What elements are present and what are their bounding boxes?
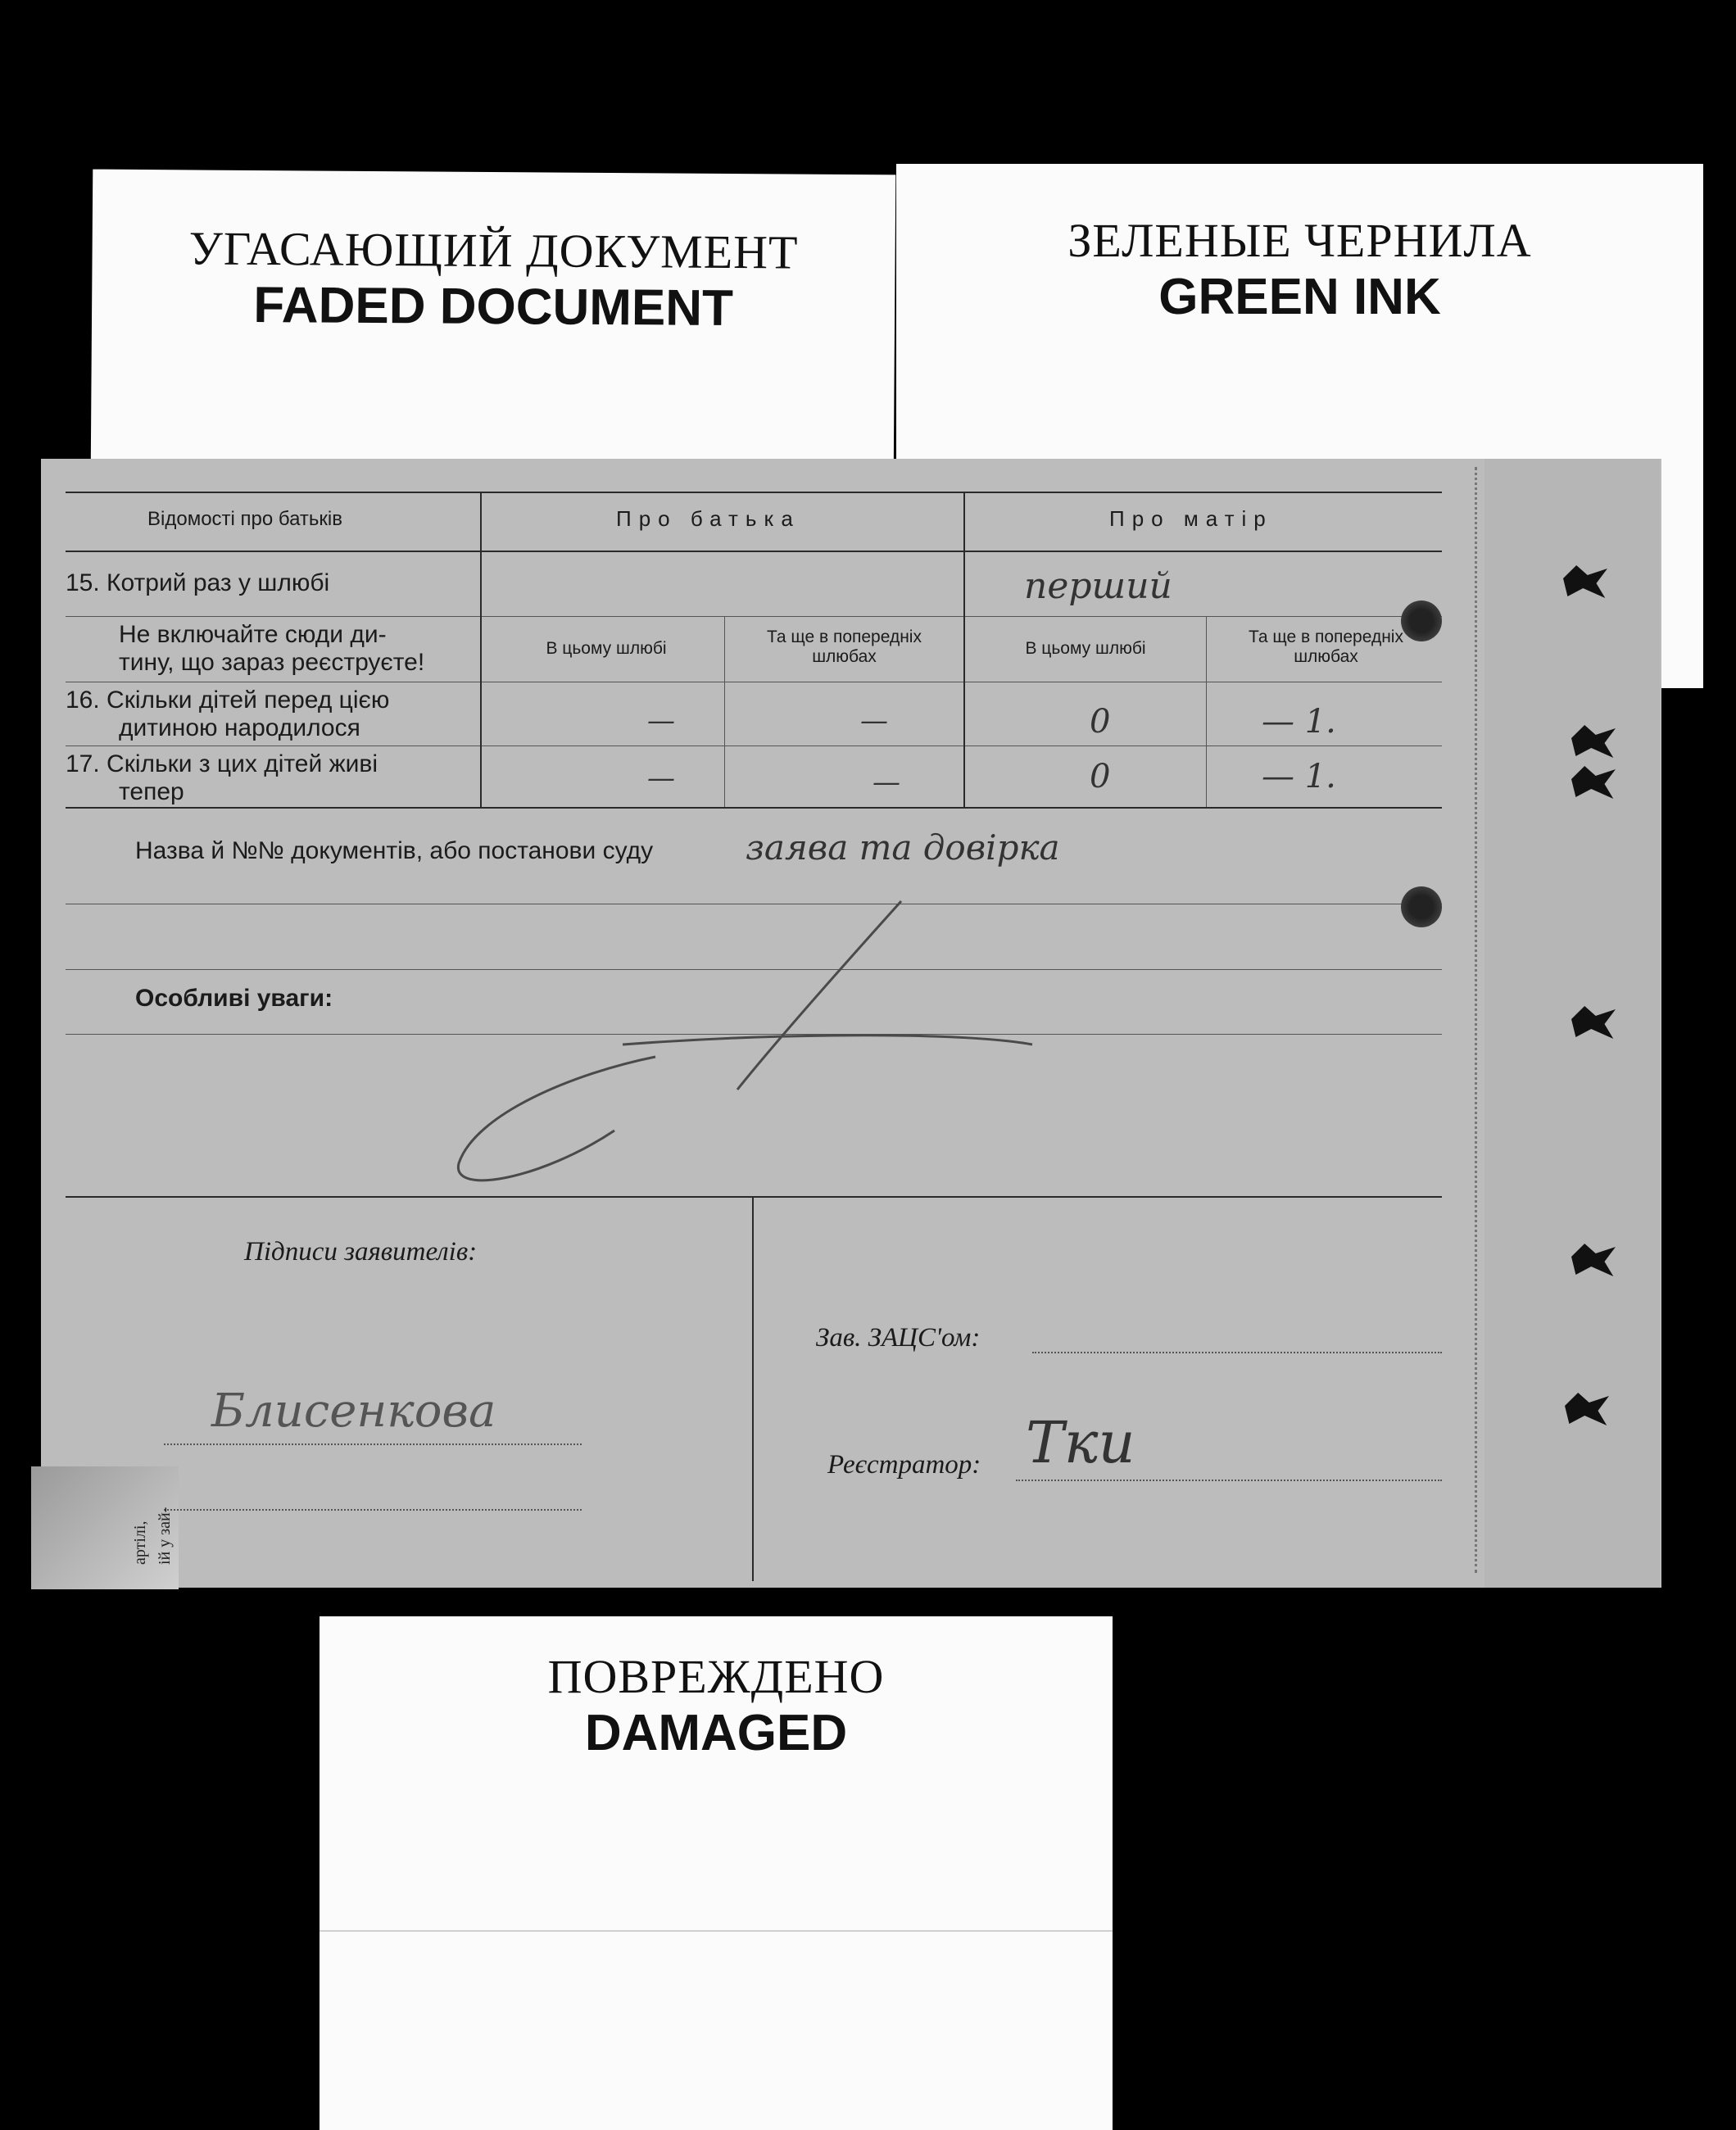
header-parents-info: Відомості про батьків <box>147 508 342 530</box>
documents-label: Назва й №№ документів, або постанови суду <box>135 837 654 864</box>
row16-label-line2: дитиною народилося <box>119 714 360 741</box>
col-divider-2 <box>963 492 965 807</box>
father-prev-header-line2: шлюбах <box>812 647 877 666</box>
row16-label-line1: 16. Скільки дітей перед цією <box>66 687 390 714</box>
damaged-label-en: DAMAGED <box>584 1705 848 1761</box>
row16-father-this: — <box>647 705 675 737</box>
row17-mother-this: 0 <box>1090 758 1111 795</box>
green-ink-label-ru: ЗЕЛЕНЫЕ ЧЕРНИЛА <box>1067 214 1532 267</box>
note-line1: Не включайте сюди ди- <box>119 621 387 648</box>
punch-hole-middle <box>1401 886 1442 927</box>
registrar-label: Реєстратор: <box>827 1450 981 1480</box>
damaged-label-ru: ПОВРЕЖДЕНО <box>547 1650 885 1703</box>
mother-subcol-divider <box>1206 616 1207 807</box>
header-about-mother: Про матір <box>1109 506 1273 531</box>
father-prev-header <box>727 628 961 667</box>
signatures-divider <box>752 1196 754 1581</box>
father-prev-header-line1: Та ще в попередніх <box>767 628 922 646</box>
applicant-signature-line-2 <box>164 1509 582 1511</box>
note-line2: тину, що зараз реєструєте! <box>119 649 425 676</box>
registrar-signature: Тки <box>1026 1409 1135 1476</box>
row17-label-line1: 17. Скільки з цих дітей живі <box>66 750 378 777</box>
zags-head-label: Зав. ЗАЦС'ом: <box>816 1323 981 1353</box>
applicants-signatures-label: Підписи заявителів: <box>244 1237 478 1267</box>
row17-father-prev: — <box>873 766 900 799</box>
damaged-card <box>320 1616 1113 2130</box>
faded-label-en: FADED DOCUMENT <box>253 276 734 338</box>
mother-prev-header-line2: шлюбах <box>1294 647 1358 666</box>
green-ink-label-en: GREEN INK <box>1158 269 1441 325</box>
row17-mother-prev: — 1. <box>1262 758 1336 795</box>
table-header-rule <box>66 551 1442 552</box>
row16-father-prev: — <box>860 705 888 737</box>
cancellation-flourish <box>442 885 1229 1196</box>
col-divider-1 <box>480 492 482 807</box>
faded-label-ru: УГАСАЮЩИЙ ДОКУМЕНТ <box>188 221 799 279</box>
edge-text-1: артілі, <box>131 1520 149 1565</box>
row17-father-this: — <box>647 762 675 795</box>
perforation-line <box>1475 467 1485 1573</box>
zags-head-line <box>1032 1352 1442 1353</box>
table-bottom-rule <box>66 807 1442 809</box>
mother-this-marriage-header: В цьому шлюбі <box>1025 639 1146 658</box>
registrar-line <box>1016 1480 1442 1481</box>
special-remarks-label: Особливі уваги: <box>135 985 333 1012</box>
row17-label-line2: тепер <box>119 778 184 805</box>
documents-value: заява та довірка <box>746 827 1060 868</box>
row15-label: 15. Котрий раз у шлюбі <box>66 569 330 596</box>
edge-text-2: ій у зай- <box>156 1507 174 1565</box>
row16-mother-prev: — 1. <box>1262 703 1336 741</box>
applicant-signature-line <box>164 1443 582 1445</box>
signatures-top-rule <box>66 1196 1442 1198</box>
applicant-signature: Блисенкова <box>211 1384 496 1438</box>
father-this-marriage-header: В цьому шлюбі <box>546 639 667 658</box>
faded-document-card <box>91 170 896 478</box>
row16-mother-this: 0 <box>1090 703 1111 741</box>
row15-mother-value: перший <box>1024 565 1172 607</box>
row15-rule <box>66 616 1442 617</box>
damaged-card-fold <box>320 1930 1113 1932</box>
father-subcol-divider <box>724 616 725 807</box>
table-top-rule <box>66 492 1442 493</box>
punch-hole-top <box>1401 600 1442 641</box>
mother-prev-header-line1: Та ще в попередніх <box>1249 628 1403 646</box>
header-about-father: Про батька <box>616 506 800 531</box>
